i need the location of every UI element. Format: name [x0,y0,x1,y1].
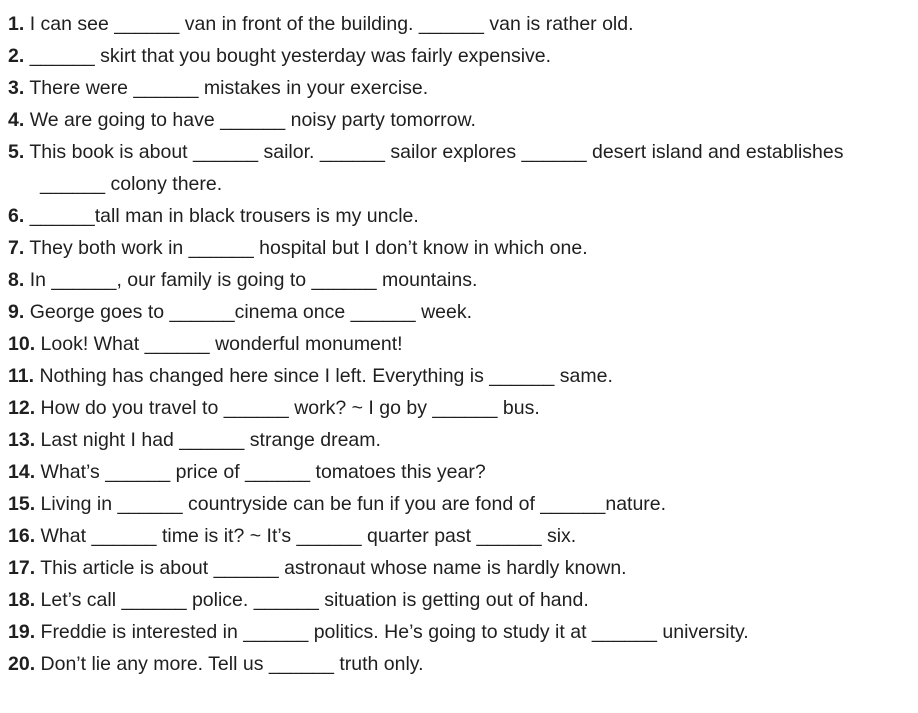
exercise-item [8,202,419,230]
exercise-item [8,522,576,550]
exercise-item [8,394,540,422]
exercise-item [8,298,472,326]
item-number: 10. [8,333,36,355]
exercise-item [8,458,486,486]
item-text: Freddie is interested in ______ politics. He’s going to study it at ______ university. [40,621,749,643]
exercise-item [8,42,551,70]
item-text: In ______, our family is going to ______ mountains. [29,269,478,291]
exercise-item [8,490,666,518]
item-text: What’s ______ price of ______ tomatoes this year? [40,461,486,483]
item-text: Living in ______ countryside can be fun if you are fond of ______nature. [40,493,667,515]
item-text: Last night I had ______ strange dream. [40,429,381,451]
item-text: Nothing has changed here since I left. Everything is ______ same. [39,365,613,387]
item-number: 4. [8,109,25,131]
item-number: 2. [8,45,25,67]
item-number: 16. [8,525,36,547]
exercise-item [8,138,843,166]
item-number: 20. [8,653,36,675]
item-text: What ______ time is it? ~ It’s ______ quarter past ______ six. [40,525,577,547]
exercise-item [8,554,627,582]
exercise-item [8,426,381,454]
item-number: 3. [8,77,25,99]
item-text: ______ skirt that you bought yesterday was fairly expensive. [29,45,552,67]
item-number: 7. [8,237,25,259]
exercise-item-continuation [8,170,222,198]
item-text: Let’s call ______ police. ______ situation is getting out of hand. [40,589,589,611]
exercise-item [8,362,613,390]
item-text: ______tall man in black trousers is my uncle. [29,205,419,227]
item-number: 5. [8,141,25,163]
item-number: 1. [8,13,25,35]
exercise-item [8,10,634,38]
item-text: George goes to ______cinema once ______ week. [29,301,473,323]
item-text: I can see ______ van in front of the building. ______ van is rather old. [29,13,634,35]
exercise-item [8,106,476,134]
item-text: Look! What ______ wonderful monument! [40,333,403,355]
item-text: ______ colony there. [40,173,223,195]
item-text: This article is about ______ astronaut whose name is hardly known. [40,557,627,579]
exercise-item [8,234,588,262]
exercise-item [8,650,424,678]
item-number: 6. [8,205,25,227]
item-number: 17. [8,557,36,579]
exercise-item [8,586,589,614]
item-number: 9. [8,301,25,323]
item-text: Don’t lie any more. Tell us ______ truth only. [40,653,424,675]
item-text: This book is about ______ sailor. ______ sailor explores ______ desert island and establishes [29,141,844,163]
item-number: 14. [8,461,36,483]
item-text: How do you travel to ______ work? ~ I go by ______ bus. [40,397,540,419]
item-number: 12. [8,397,36,419]
item-text: We are going to have ______ noisy party tomorrow. [29,109,476,131]
exercise-item [8,618,749,646]
item-number: 19. [8,621,36,643]
item-number: 18. [8,589,36,611]
item-text: They both work in ______ hospital but I don’t know in which one. [29,237,588,259]
item-number: 15. [8,493,36,515]
item-number: 13. [8,429,36,451]
exercise-item [8,266,477,294]
item-text: There were ______ mistakes in your exercise. [29,77,429,99]
exercise-item [8,330,403,358]
exercise-item [8,74,428,102]
item-number: 8. [8,269,25,291]
item-number: 11. [8,365,35,387]
